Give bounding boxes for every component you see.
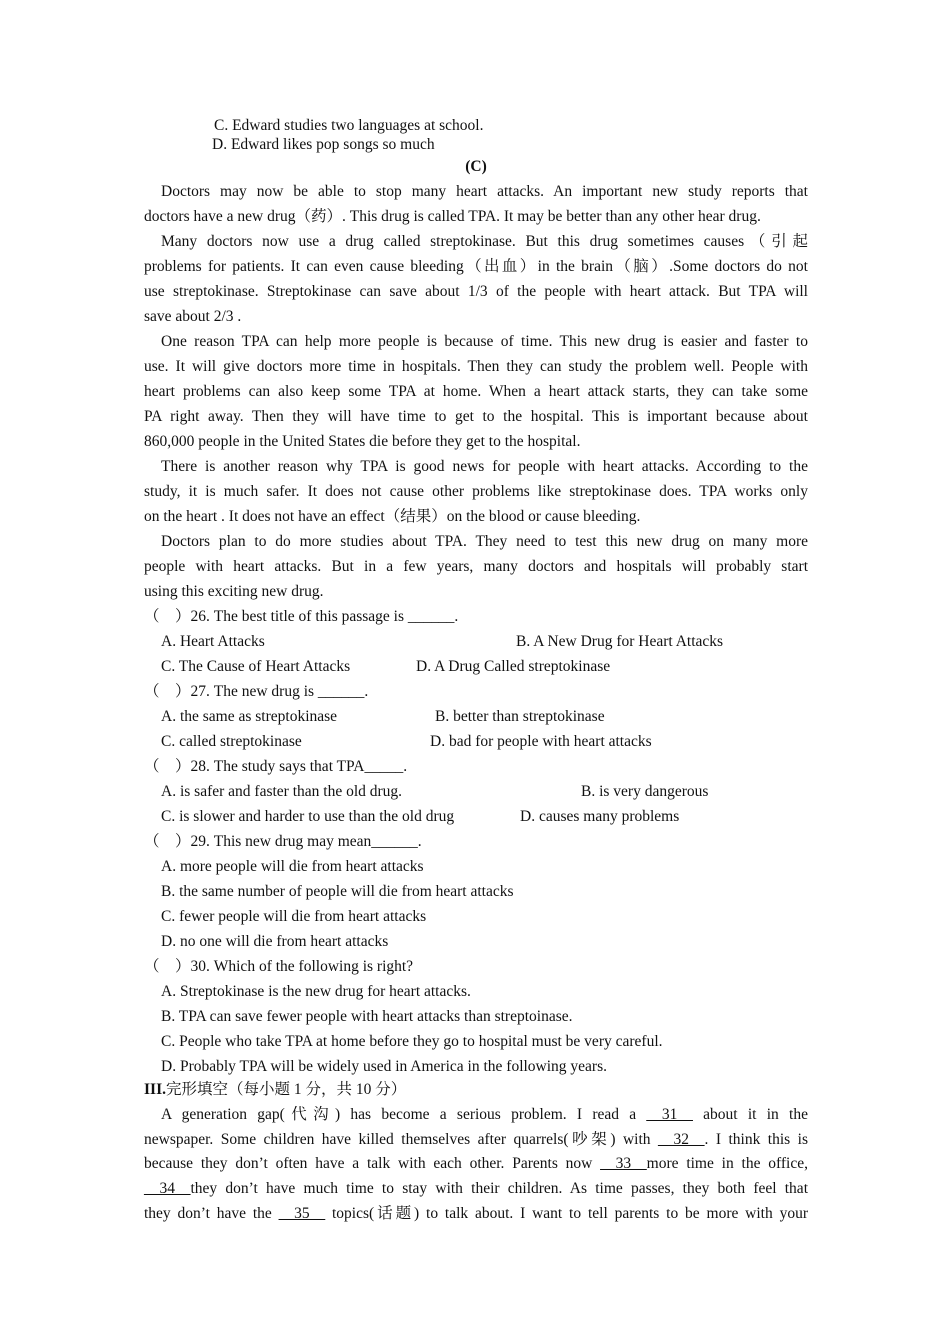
paragraph-line: There is another reason why TPA is good news for people with heart attacks. According to the (161, 458, 808, 475)
cloze-text: newspaper. Some children have killed themselves after quarrels(吵架) with (144, 1131, 658, 1148)
question-28-option-d: D. causes many problems (520, 808, 680, 825)
cloze-text: they don’t have the (144, 1205, 279, 1222)
paragraph-line: 860,000 people in the United States die before they get to the hospital. (144, 433, 581, 450)
section-iii-number: III. (144, 1081, 166, 1098)
prev-option-d: D. Edward likes pop songs so much (212, 136, 435, 153)
question-30-option-c: C. People who take TPA at home before they go to hospital must be very careful. (161, 1033, 663, 1050)
cloze-blank-33: __33__ (600, 1155, 647, 1172)
cloze-blank-34: __34__ (144, 1180, 191, 1197)
paragraph-line: Doctors plan to do more studies about TPA. They need to test this new drug on many more (161, 533, 808, 550)
paragraph-line: doctors have a new drug（药）. This drug is called TPA. It may be better than any other hear drug. (144, 208, 761, 225)
paragraph-line: problems for patients. It can even cause bleeding（出血）in the brain（脑）.Some doctors do not (144, 258, 808, 275)
question-29-option-a: A. more people will die from heart attacks (161, 858, 424, 875)
cloze-text: because they don’t often have a talk with each other. Parents now (144, 1155, 601, 1172)
cloze-line (144, 1103, 808, 1127)
paragraph-line: on the heart . It does not have an effect（结果）on the blood or cause bleeding. (144, 508, 641, 525)
cloze-text: . I think this is (704, 1131, 808, 1148)
question-28-option-c: C. is slower and harder to use than the old drug (161, 808, 455, 825)
paragraph-line: heart problems can also keep some TPA at home. When a heart attack starts, they can take some (144, 383, 808, 400)
section-heading-c: (C) (465, 158, 487, 175)
cloze-line (144, 1128, 808, 1152)
paragraph-line: Many doctors now use a drug called streptokinase. But this drug sometimes causes（引起 (161, 233, 808, 250)
paragraph-line: people with heart attacks. But in a few years, many doctors and hospitals will probably start (144, 558, 808, 575)
prev-option-c: C. Edward studies two languages at school. (214, 117, 484, 134)
question-30-option-a: A. Streptokinase is the new drug for heart attacks. (161, 983, 471, 1000)
cloze-text: they don’t have much time to stay with their children. As time passes, they both feel that (190, 1180, 808, 1197)
paragraph-line: study, it is much safer. It does not cause other problems like streptokinase does. TPA works only (144, 483, 808, 500)
section-iii-title: 完形填空（每小题 1 分，共 10 分） (165, 1081, 407, 1098)
question-28-option-b: B. is very dangerous (581, 783, 709, 800)
paragraph-line: use streptokinase. Streptokinase can save about 1/3 of the people with heart attack. But TPA will (144, 283, 808, 300)
question-27-option-a: A. the same as streptokinase (161, 708, 338, 725)
cloze-text: topics(话题) to talk about. I want to tell parents to be more with your (325, 1205, 808, 1222)
question-26-option-a: A. Heart Attacks (161, 633, 265, 650)
cloze-blank-35: __35__ (278, 1205, 326, 1222)
question-28-stem: （ ）28. The study says that TPA_____. (144, 758, 408, 775)
question-26-option-b: B. A New Drug for Heart Attacks (516, 633, 724, 650)
cloze-text: more time in the office, (646, 1155, 809, 1172)
question-26-option-c: C. The Cause of Heart Attacks (161, 658, 351, 675)
cloze-blank-31: __31__ (646, 1106, 693, 1123)
question-27-stem: （ ）27. The new drug is ______. (144, 683, 369, 700)
question-29-option-b: B. the same number of people will die from heart attacks (161, 883, 514, 900)
paragraph-line: One reason TPA can help more people is because of time. This new drug is easier and faster to (161, 333, 808, 350)
question-29-option-c: C. fewer people will die from heart attacks (161, 908, 427, 925)
cloze-line (144, 1152, 808, 1176)
paragraph-line: Doctors may now be able to stop many heart attacks. An important new study reports that (161, 183, 808, 200)
question-26-stem: （ ）26. The best title of this passage is ______. (144, 608, 459, 625)
paragraph-line: PA right away. Then they will have time to get to the hospital. This is important because about (144, 408, 808, 425)
question-28-option-a: A. is safer and faster than the old drug. (161, 783, 403, 800)
paragraph-line: use. It will give doctors more time in hospitals. Then they can study the problem well. People with (144, 358, 808, 375)
cloze-line (144, 1177, 808, 1201)
question-30-stem: （ ）30. Which of the following is right? (144, 958, 414, 975)
question-29-option-d: D. no one will die from heart attacks (161, 933, 389, 950)
cloze-text: A generation gap(代沟) has become a serious problem. I read a (161, 1106, 647, 1123)
cloze-blank-32: __32__ (657, 1131, 705, 1148)
question-27-option-b: B. better than streptokinase (435, 708, 605, 725)
section-heading-iii (144, 1078, 808, 1102)
question-30-option-d: D. Probably TPA will be widely used in America in the following years. (161, 1058, 608, 1075)
cloze-line (144, 1202, 808, 1226)
paragraph-line: using this exciting new drug. (144, 583, 324, 600)
question-29-stem: （ ）29. This new drug may mean______. (144, 833, 422, 850)
cloze-text: about it in the (692, 1106, 808, 1123)
paragraph-line: save about 2/3 . (144, 308, 242, 325)
question-26-option-d: D. A Drug Called streptokinase (416, 658, 611, 675)
question-30-option-b: B. TPA can save fewer people with heart attacks than streptoinase. (161, 1008, 573, 1025)
question-27-option-d: D. bad for people with heart attacks (430, 733, 652, 750)
question-27-option-c: C. called streptokinase (161, 733, 302, 750)
